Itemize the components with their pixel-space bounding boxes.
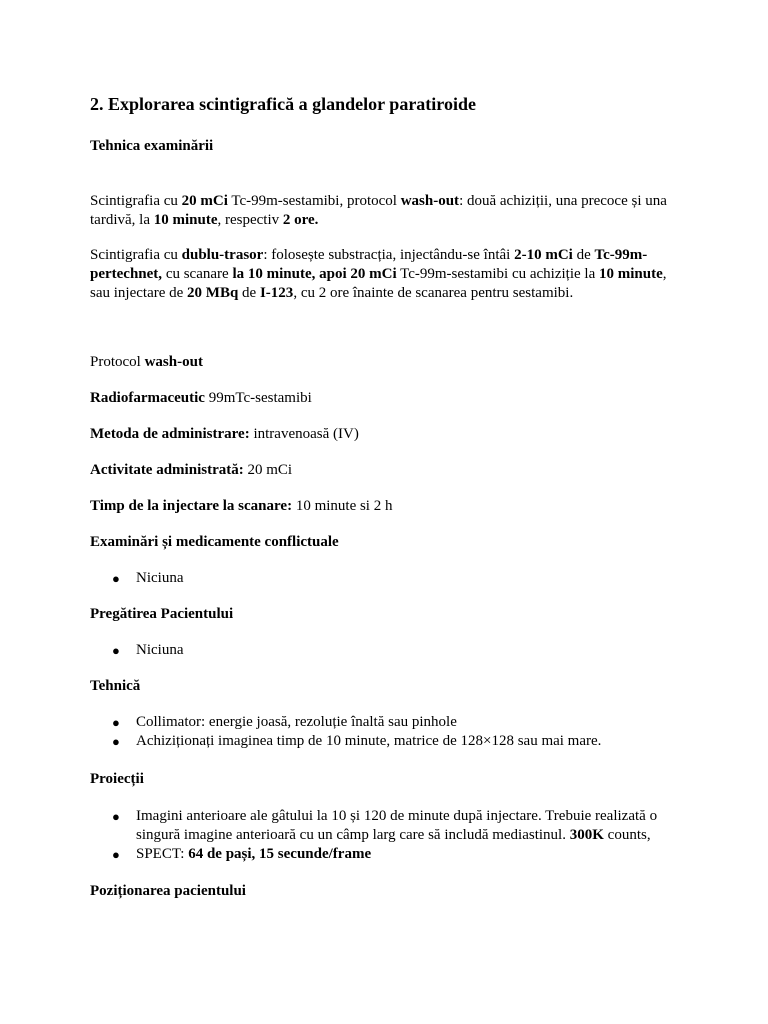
metoda-administrare-line: Metoda de administrare: intravenoasă (IV) <box>90 426 359 442</box>
bullet-icon: ● <box>112 734 120 749</box>
list-tehnica <box>90 713 680 751</box>
list-item: ● Niciuna <box>112 642 184 658</box>
page-title: 2. Explorarea scintigrafică a glandelor paratiroide <box>90 94 476 114</box>
bullet-icon: ● <box>112 847 120 862</box>
section-heading-tehnica: Tehnică <box>90 678 141 694</box>
bullet-icon: ● <box>112 715 120 730</box>
bullet-icon: ● <box>112 571 120 586</box>
timp-scanare-line: Timp de la injectare la scanare: 10 minute si 2 h <box>90 498 393 514</box>
paragraph-dublu-trasor: Scintigrafia cu dublu-trasor: folosește substracția, injectându-se întâi 2-10 mCi de Tc-99m-pertechnet, cu scanare la 10 minute, apoi 20 mCi Tc-99m-sestamibi cu achiziție la 10 minute, sau injectare de 20 MBq de I-123, cu 2 ore înainte de scanarea pentru sestamibi. <box>90 247 667 301</box>
bullet-icon: ● <box>112 809 120 824</box>
section-heading-tehnica-examinarii: Tehnica examinării <box>90 138 214 154</box>
paragraph-wash-out: Scintigrafia cu 20 mCi Tc-99m-sestamibi, protocol wash-out: două achiziții, una precoce și una tardivă, la 10 minute, respectiv 2 ore. <box>90 193 667 228</box>
list-examinari <box>90 569 680 588</box>
section-heading-pozitionarea: Poziționarea pacientului <box>90 883 246 899</box>
list-item: ● SPECT: 64 de pași, 15 secunde/frame <box>112 846 372 862</box>
list-pregatirea <box>90 641 680 660</box>
list-item: ● Imagini anterioare ale gâtului la 10 și 120 de minute după injectare. Trebuie realizată o singură imagine anterioară cu un câmp larg care să includă mediastinul. 300K counts, <box>112 808 658 843</box>
list-item: ● Collimator: energie joasă, rezoluție înaltă sau pinhole <box>112 714 457 730</box>
section-heading-proiectii: Proiecții <box>90 771 144 787</box>
bullet-icon: ● <box>112 643 120 658</box>
radiofarmaceutic-line: Radiofarmaceutic 99mTc-sestamibi <box>90 390 312 406</box>
list-item: ● Achiziționați imaginea timp de 10 minute, matrice de 128×128 sau mai mare. <box>112 733 602 749</box>
activitate-administrata-line: Activitate administrată: 20 mCi <box>90 462 293 478</box>
protocol-line: Protocol wash-out <box>90 354 203 370</box>
list-item: ● Niciuna <box>112 570 184 586</box>
list-proiectii <box>90 807 680 864</box>
section-heading-examinari: Examinări și medicamente conflictuale <box>90 534 339 550</box>
section-heading-pregatirea: Pregătirea Pacientului <box>90 606 234 622</box>
